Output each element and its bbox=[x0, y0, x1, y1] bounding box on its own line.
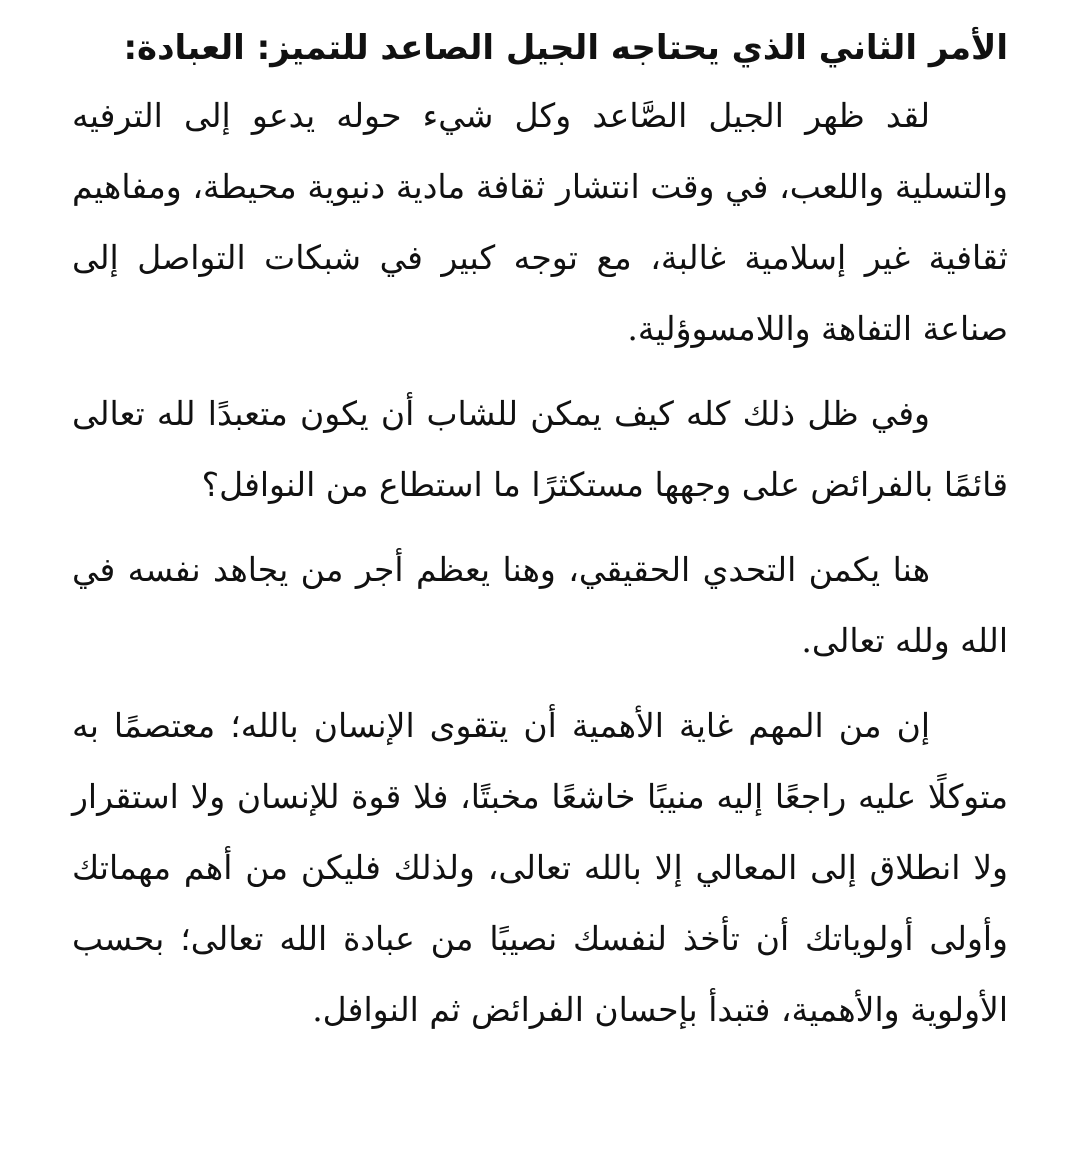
paragraph-4: إن من المهم غاية الأهمية أن يتقوى الإنسان بالله؛ معتصمًا به متوكلًا عليه راجعًا إليه منيبًا خاشعًا مخبتًا، فلا قوة للإنسان ولا استقرار ولا انطلاق إلى المعالي إلا بالله تعالى، ولذلك فليكن من أهم مهماتك وأولى أولوياتك أن تأخذ لنفسك نصيبًا من عبادة الله تعالى؛ بحسب الأولوية والأهمية، فتبدأ بإحسان الفرائض ثم النوافل. bbox=[72, 706, 1008, 1029]
paragraph-3: هنا يكمن التحدي الحقيقي، وهنا يعظم أجر من يجاهد نفسه في الله ولله تعالى. bbox=[72, 550, 1008, 660]
document-page bbox=[72, 22, 1008, 1156]
section-heading: الأمر الثاني الذي يحتاجه الجيل الصاعد للتميز: العبادة: bbox=[123, 28, 1008, 68]
paragraph-1: لقد ظهر الجيل الصَّاعد وكل شيء حوله يدعو إلى الترفيه والتسلية واللعب، في وقت انتشار ثقافة مادية دنيوية محيطة، ومفاهيم ثقافية غير إسلامية غالبة، مع توجه كبير في شبكات التواصل إلى صناعة التفاهة واللامسوؤلية. bbox=[72, 96, 1008, 348]
paragraph-2: وفي ظل ذلك كله كيف يمكن للشاب أن يكون متعبدًا لله تعالى قائمًا بالفرائض على وجهها مستكثرًا ما استطاع من النوافل؟ bbox=[72, 394, 1008, 504]
